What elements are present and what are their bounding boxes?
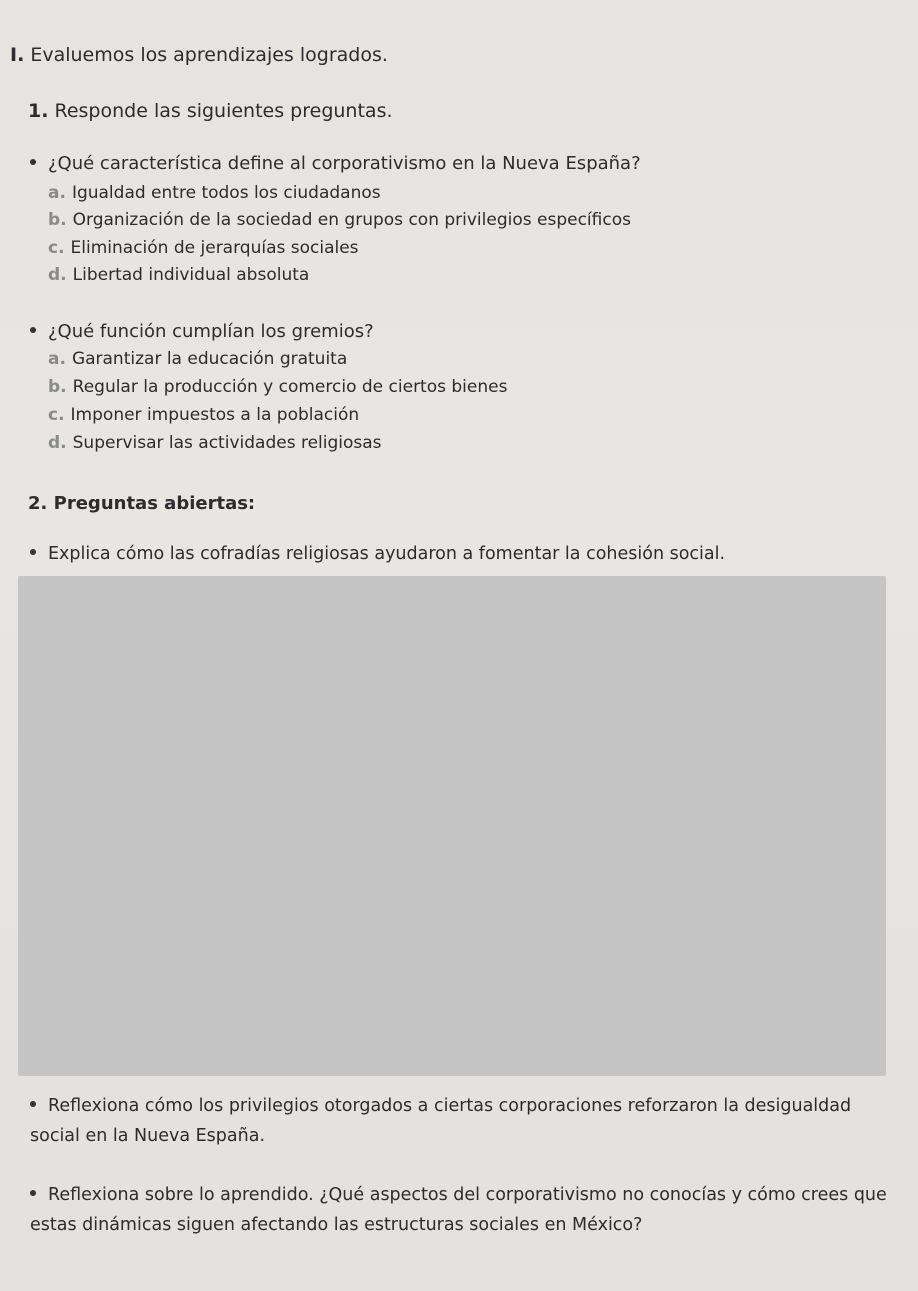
bullet-icon	[30, 549, 36, 555]
part2-heading	[28, 493, 255, 514]
question-2-text: ¿Qué función cumplían los gremios?	[48, 321, 374, 342]
q2-option-a[interactable]: a. Garantizar la educación gratuita	[48, 349, 348, 369]
open-question-2-text: Reflexiona cómo los privilegios otorgados a ciertas corporaciones reforzaron la desigualdad social en la Nueva España.	[30, 1096, 852, 1146]
q2-option-d[interactable]: d. Supervisar las actividades religiosas	[48, 433, 382, 453]
q1-option-b[interactable]: b. Organización de la sociedad en grupos con privilegios específicos	[48, 210, 631, 230]
q2-option-c[interactable]: c. Imponer impuestos a la población	[48, 405, 360, 425]
part1-heading	[28, 100, 393, 122]
bullet-icon	[30, 1190, 36, 1196]
question-2	[30, 321, 374, 342]
section-number: I.	[10, 44, 25, 66]
bullet-icon	[30, 327, 36, 333]
part1-number: 1.	[28, 100, 49, 122]
section-title: Evaluemos los aprendizajes logrados.	[30, 44, 388, 66]
question-1	[30, 153, 641, 174]
answer-area[interactable]	[18, 576, 886, 1076]
section-heading	[10, 44, 388, 66]
q1-option-a[interactable]: a. Igualdad entre todos los ciudadanos	[48, 183, 381, 203]
part1-title: Responde las siguientes preguntas.	[54, 100, 393, 122]
open-question-1-text: Explica cómo las cofradías religiosas ayudaron a fomentar la cohesión social.	[48, 544, 726, 564]
q1-option-c[interactable]: c. Eliminación de jerarquías sociales	[48, 238, 359, 258]
open-question-2	[30, 1091, 898, 1151]
q2-option-b[interactable]: b. Regular la producción y comercio de ciertos bienes	[48, 377, 508, 397]
question-1-text: ¿Qué característica define al corporativismo en la Nueva España?	[48, 153, 641, 174]
part2-title: Preguntas abiertas:	[53, 493, 256, 514]
bullet-icon	[30, 1101, 36, 1107]
part2-number: 2.	[28, 493, 48, 514]
open-question-1	[30, 544, 725, 564]
open-question-3-text: Reflexiona sobre lo aprendido. ¿Qué aspectos del corporativismo no conocías y cómo crees que estas dinámicas siguen afectando las estructuras sociales en México?	[30, 1185, 887, 1235]
open-question-3	[30, 1180, 898, 1240]
bullet-icon	[30, 159, 36, 165]
q1-option-d[interactable]: d. Libertad individual absoluta	[48, 265, 310, 285]
